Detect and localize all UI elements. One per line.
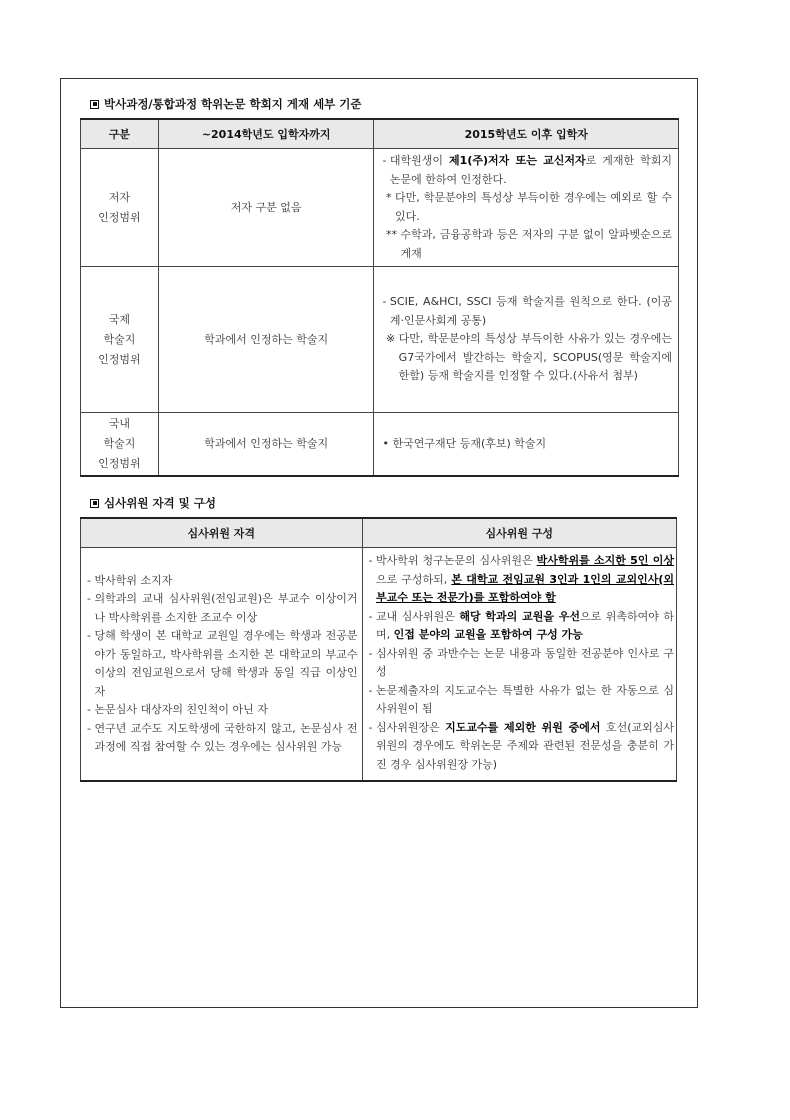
section-1-title: 박사과정/통합과정 학위논문 학회지 게재 세부 기준 [90,96,362,112]
table-row [81,413,679,477]
text-run: 수학과, 금융공학과 등은 저자의 구분 없이 알파벳순으로 게재 [400,228,672,260]
category-cell [81,149,159,267]
text-run: 으로 위촉하여야 하며, [376,609,675,641]
header-before-2014: ~2014학년도 입학자까지 [158,119,374,149]
item-text [94,701,357,720]
list-item [369,552,674,608]
list-item [382,330,672,386]
item-text [400,226,672,263]
text-run: 심사위원장은 [376,720,446,734]
category-line: 저자 [108,190,131,204]
text-run: 으로 구성하되, [376,572,452,586]
item-text [390,152,672,189]
table-header-row [81,518,677,548]
list-item [369,608,674,645]
list-item [382,293,672,330]
category-line: 인정범위 [98,352,141,366]
table-row [81,267,679,413]
category-line: 학술지 [103,437,136,450]
category-line: 인정범위 [98,457,141,470]
before-2014-cell: 학과에서 인정하는 학술지 [158,267,374,413]
text-run: 로 게재한 학회지 논문에 한하여 인정한다. [389,154,672,186]
text-run: 논문심사 대상자의 친인척이 아닌 자 [94,703,268,716]
bullet-marker: - [87,721,95,735]
list-item [87,572,358,591]
text-run: 의학과의 교내 심사위원(전임교원)은 부교수 이상이거나 박사학위를 소지한 조교수 이상 [94,592,358,624]
bullet-marker: - [382,154,390,167]
list-item [369,645,674,682]
text-run: 박사학위 청구논문의 심사위원은 [376,554,537,567]
table-header-row [81,119,679,149]
section-2-title: 심사위원 자격 및 구성 [90,495,216,511]
square-bullet-icon [90,499,99,508]
item-text [392,435,672,454]
item-text [94,627,357,701]
emphasis-text: 제1(주)저자 또는 교신저자 [449,154,586,167]
bullet-marker: - [368,609,376,623]
bullet-marker: - [87,629,95,642]
emphasis-text: 본 대학교 전임교원 3인과 1인의 교외인사(외부교수 또는 전문가)를 포함하여야 함 [376,572,674,604]
item-text [399,330,672,386]
list-item [87,590,358,627]
item-text [94,720,357,757]
list-item [369,682,674,719]
square-bullet-icon [90,100,99,109]
committee-table [80,517,677,782]
category-line: 국제 [108,312,131,326]
table-row [81,149,679,267]
list-item [87,720,358,757]
item-text [376,608,674,645]
bullet-marker: - [368,683,376,697]
bullet-marker: - [87,573,95,587]
item-text [390,293,672,330]
bullet-marker: - [87,592,95,605]
bullet-marker: • [382,436,393,450]
emphasis-text: 지도교수를 제외한 위원 중에서 [445,720,601,734]
before-2014-cell: 저자 구분 없음 [158,149,374,267]
composition-cell [362,548,676,782]
emphasis-text: 박사학위를 소지한 5인 이상 [536,554,674,567]
emphasis-text: 해당 학과의 교원을 우선 [459,609,581,623]
list-item [87,627,358,701]
item-text [376,682,674,719]
category-cell [81,267,159,413]
list-item [369,719,674,775]
after-2015-cell [374,149,679,267]
bullet-marker: ** [382,228,401,241]
item-text [376,645,674,682]
list-item [382,189,672,226]
item-text [395,189,672,226]
header-after-2015: 2015학년도 이후 입학자 [374,119,679,149]
header-qualification: 심사위원 자격 [81,518,363,548]
category-cell [81,413,159,477]
header-category: 구분 [81,119,159,149]
bullet-marker: - [382,295,390,309]
text-run: 대학원생이 [389,154,450,167]
item-text [94,590,357,627]
category-line: 인정범위 [98,210,141,224]
emphasis-text: 인접 분야의 교원을 포함하여 구성 가능 [393,628,583,641]
header-composition: 심사위원 구성 [362,518,676,548]
qualification-cell [81,548,363,782]
category-line: 국내 [108,417,131,430]
list-item [382,435,672,454]
text-run: 연구년 교수도 지도학생에 국한하지 않고, 논문심사 전 과정에 직접 참여할 수 있는 경우에는 심사위원 가능 [94,721,358,753]
list-item [87,701,358,720]
text-run: 다만, 학문분야의 특성상 부득이한 사유가 있는 경우에는 G7국가에서 발간하는 학술지, SCOPUS(영문 학술지에 한함) 등재 학술지를 인정할 수 있다.(사유서 첨부) [398,332,672,383]
list-item [382,152,672,189]
bullet-marker: - [368,554,376,567]
bullet-marker: - [87,703,95,716]
before-2014-cell: 학과에서 인정하는 학술지 [158,413,374,477]
text-run: 호선(교외심사위원의 경우에도 학위논문 주제와 관련된 전문성을 충분히 가진 경우 심사위원장 가능) [376,720,674,771]
bullet-marker: ※ [382,332,399,346]
text-run: 한국연구재단 등재(후보) 학술지 [392,436,547,450]
bullet-marker: - [368,646,376,660]
bullet-marker: - [368,720,376,734]
text-run: 다만, 학문분야의 특성상 부득이한 경우에는 예외로 할 수 있다. [394,191,672,223]
text-run: 논문제출자의 지도교수는 특별한 사유가 없는 한 자동으로 심사위원이 됨 [376,683,674,715]
after-2015-cell [374,413,679,477]
item-text [376,719,674,775]
item-text [376,552,674,608]
journal-criteria-table [80,118,679,477]
text-run: SCIE, A&HCI, SSCI 등재 학술지를 원칙으로 한다. (이공계·인문사회계 공통) [389,295,672,327]
text-run: 당해 학생이 본 대학교 교원일 경우에는 학생과 전공분야가 동일하고, 박사학위를 소지한 본 대학교의 부교수 이상의 전임교원으로서 당해 학생과 동일 직급 이상인 자 [94,629,358,698]
bullet-marker: * [382,191,395,204]
category-line: 학술지 [103,332,136,346]
table-row [81,548,677,782]
text-run: 심사위원 중 과반수는 논문 내용과 동일한 전공분야 인사로 구성 [376,646,674,678]
list-item [382,226,672,263]
text-run: 박사학위 소지자 [94,573,173,587]
after-2015-cell [374,267,679,413]
item-text [94,572,357,591]
text-run: 교내 심사위원은 [376,609,460,623]
